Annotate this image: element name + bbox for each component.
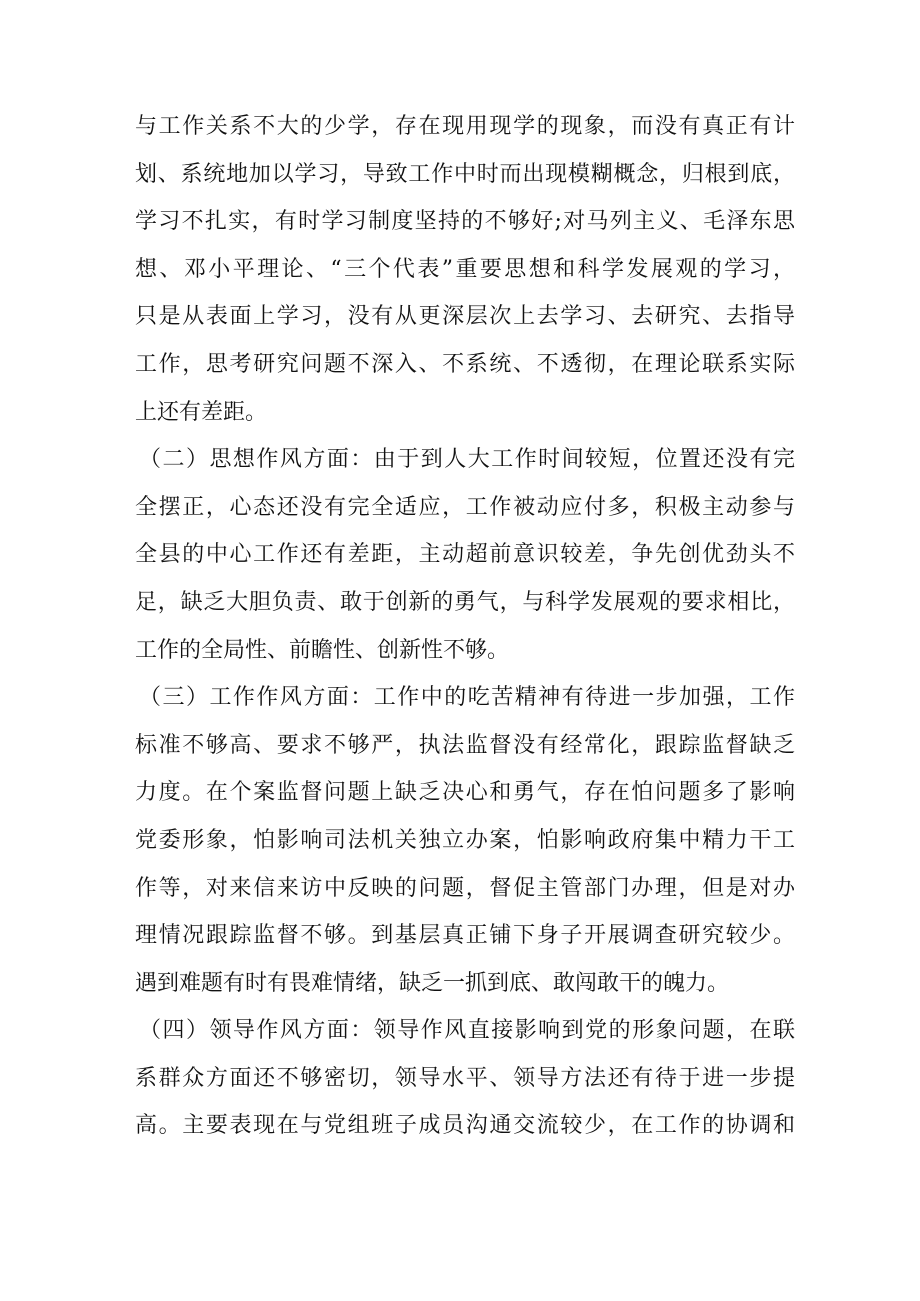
text-line: 力度。在个案监督问题上缺乏决心和勇气，存在怕问题多了影响 [135, 780, 795, 806]
text-line: 足，缺乏大胆负责、敢于创新的勇气，与科学发展观的要求相比， [135, 589, 795, 615]
text-line: 遇到难题有时有畏难情绪，缺乏一抓到底、敢闯敢干的魄力。 [135, 970, 730, 996]
text-line: 工作的全局性、前瞻性、创新性不够。 [135, 637, 510, 663]
text-line: 与工作关系不大的少学，存在现用现学的现象，而没有真正有计 [135, 114, 795, 139]
text-line: 只是从表面上学习，没有从更深层次上去学习、去研究、去指导 [135, 304, 795, 330]
document-body [135, 103, 795, 1150]
text-line: 党委形象，怕影响司法机关独立办案，怕影响政府集中精力干工 [135, 827, 795, 853]
text-line: 工作，思考研究问题不深入、不系统、不透彻，在理论联系实际 [135, 351, 795, 377]
section-heading-line: （四）领导作风方面：领导作风直接影响到党的形象问题，在联 [139, 1018, 795, 1044]
text-line: 全县的中心工作还有差距，主动超前意识较差，争先创优劲头不 [135, 542, 795, 568]
section-heading-line: （二）思想作风方面：由于到人大工作时间较短，位置还没有完 [139, 447, 795, 473]
text-line: 学习不扎实，有时学习制度坚持的不够好;对马列主义、毛泽东思 [135, 209, 795, 235]
text-line: 上还有差距。 [135, 399, 268, 425]
text-line: 全摆正，心态还没有完全适应，工作被动应付多，积极主动参与 [135, 494, 795, 520]
text-line: 高。主要表现在与党组班子成员沟通交流较少，在工作的协调和 [135, 1113, 795, 1139]
section-heading-line: （三）工作作风方面：工作中的吃苦精神有待进一步加强，工作 [139, 685, 795, 711]
text-line: 划、系统地加以学习，导致工作中时而出现模糊概念，归根到底， [135, 161, 795, 187]
text-line: 想、邓小平理论、“三个代表”重要思想和科学发展观的学习， [135, 256, 795, 282]
text-line: 作等，对来信来访中反映的问题，督促主管部门办理，但是对办 [135, 875, 795, 901]
text-line: 理情况跟踪监督不够。到基层真正铺下身子开展调查研究较少。 [135, 923, 795, 949]
text-line: 系群众方面还不够密切，领导水平、领导方法还有待于进一步提 [135, 1065, 795, 1091]
text-line: 标准不够高、要求不够严，执法监督没有经常化，跟踪监督缺乏 [135, 732, 795, 758]
